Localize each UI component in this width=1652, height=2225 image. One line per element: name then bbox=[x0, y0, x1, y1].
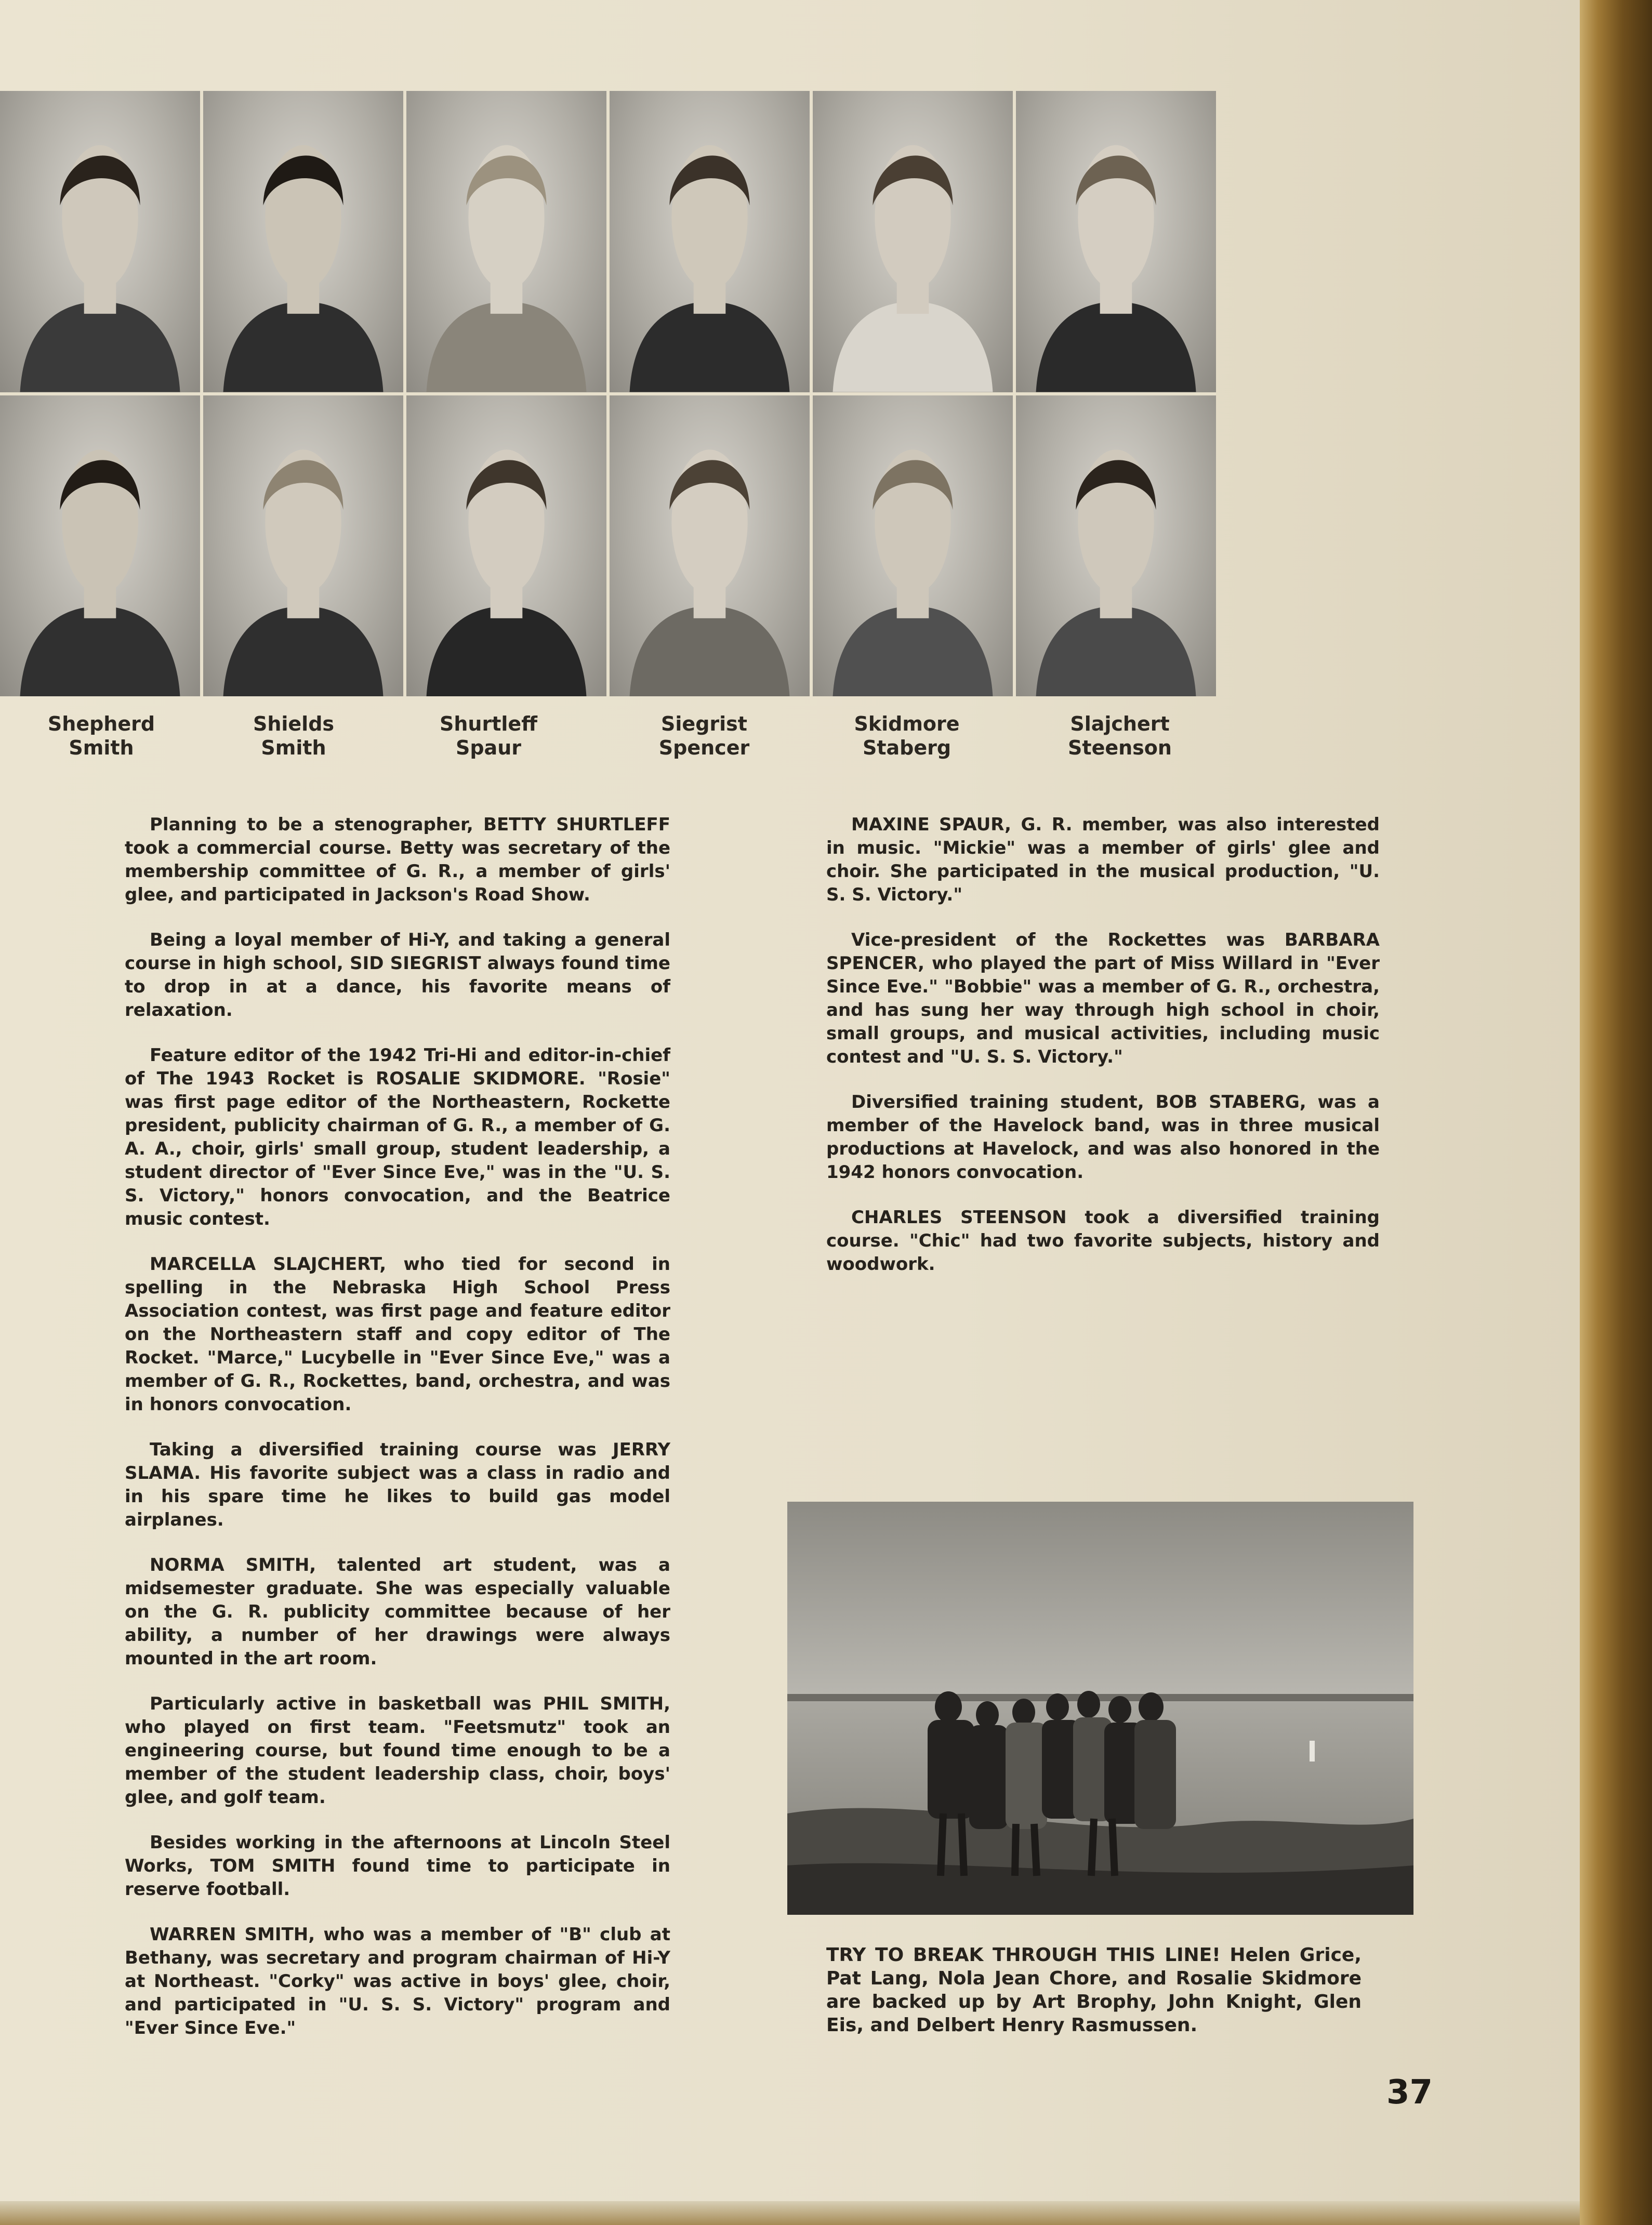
portrait-silhouette bbox=[1016, 395, 1216, 697]
name-top: Shepherd bbox=[47, 712, 155, 735]
name-bottom: Smith bbox=[69, 736, 134, 759]
name-bottom: Spaur bbox=[455, 736, 521, 759]
portrait-silhouette bbox=[0, 91, 200, 392]
sky bbox=[787, 1502, 1413, 1699]
bio-phil-smith: Particularly active in basketball was PHIL SMITH, who played on first team. "Feetsmutz" took an engineering course, but found time enough to be a member of the student leadership class, choir, boys' glee, and golf team. bbox=[125, 1693, 670, 1808]
portrait-silhouette bbox=[203, 91, 403, 392]
bio-spaur: MAXINE SPAUR, G. R. member, was also interested in music. "Mickie" was a member of girls' glee and choir. She participated in the musical production, "U. S. S. Victory." bbox=[826, 814, 1380, 905]
group-photo-caption: TRY TO BREAK THROUGH THIS LINE! Helen Grice, Pat Lang, Nola Jean Chore, and Rosalie Skidmore are backed up by Art Brophy, John Knight, Glen Eis, and Delbert Henry Rasmussen. bbox=[826, 1944, 1362, 2036]
portrait-slajchert bbox=[1016, 91, 1216, 392]
portrait-siegrist bbox=[610, 91, 810, 392]
portrait-skidmore bbox=[813, 91, 1013, 392]
portrait-steenson bbox=[1016, 395, 1216, 697]
portrait-staberg bbox=[813, 395, 1013, 697]
bio-skidmore: Feature editor of the 1942 Tri-Hi and editor-in-chief of The 1943 Rocket is ROSALIE SKIDMORE. "Rosie" was first page editor of the Northeastern, Rockette president, publicity chairman of G. R., a member of G. A. A., choir, girls' small group, student leadership, a student director of "Ever Since Eve," was in the "U. S. S. Victory," honors convocation, and the Beatrice music contest. bbox=[125, 1045, 670, 1229]
portrait-smith-2 bbox=[203, 395, 403, 697]
portrait-silhouette bbox=[203, 395, 403, 697]
name-pair-3 bbox=[387, 712, 590, 760]
name-pair-4 bbox=[603, 712, 805, 760]
name-pair-2 bbox=[192, 712, 395, 760]
name-top: Shields bbox=[253, 712, 335, 735]
name-top: Skidmore bbox=[854, 712, 960, 735]
name-captions bbox=[0, 712, 1216, 769]
portrait-silhouette bbox=[1016, 91, 1216, 392]
portrait-shurtleff bbox=[406, 91, 606, 392]
book-binding-edge bbox=[1580, 0, 1652, 2225]
bio-spencer: Vice-president of the Rockettes was BARBARA SPENCER, who played the part of Miss Willard in "Ever Since Eve." "Bobbie" was a member of G. R., orchestra, and has sung her way through high school in choir, small groups, and musical activities, including music contest and "U. S. S. Victory." bbox=[826, 930, 1380, 1067]
group-photo bbox=[787, 1502, 1413, 1915]
distant-figure bbox=[1310, 1741, 1315, 1762]
portrait-spaur bbox=[406, 395, 606, 697]
left-text-column bbox=[125, 813, 670, 2062]
portrait-spencer bbox=[610, 395, 810, 697]
name-top: Slajchert bbox=[1070, 712, 1170, 735]
portrait-smith-1 bbox=[0, 395, 200, 697]
name-top: Shurtleff bbox=[440, 712, 537, 735]
bio-siegrist: Being a loyal member of Hi-Y, and taking a general course in high school, SID SIEGRIST always found time to drop in at a dance, his favorite means of relaxation. bbox=[125, 930, 670, 1021]
name-bottom: Staberg bbox=[862, 736, 951, 759]
page-number: 37 bbox=[1386, 2073, 1433, 2112]
name-bottom: Steenson bbox=[1068, 736, 1172, 759]
portrait-grid bbox=[0, 91, 1216, 696]
name-top: Siegrist bbox=[661, 712, 747, 735]
portrait-silhouette bbox=[610, 91, 810, 392]
portrait-silhouette bbox=[406, 395, 606, 697]
bio-shurtleff: Planning to be a stenographer, BETTY SHURTLEFF took a commercial course. Betty was secretary of the membership committee of G. R., a member of girls' glee, and participated in Jackson's Road Show. bbox=[125, 814, 670, 905]
bio-staberg: Diversified training student, BOB STABERG, was a member of the Havelock band, was in three musical productions at Havelock, and was also honored in the 1942 honors convocation. bbox=[826, 1092, 1380, 1183]
name-pair-1 bbox=[0, 712, 203, 760]
bio-norma-smith: NORMA SMITH, talented art student, was a midsemester graduate. She was especially valuable on the G. R. publicity committee because of her ability, a number of her drawings were always mounted in the art room. bbox=[125, 1555, 670, 1669]
portrait-silhouette bbox=[0, 395, 200, 697]
right-text-column bbox=[826, 813, 1380, 1298]
portrait-shepherd bbox=[0, 91, 200, 392]
name-bottom: Smith bbox=[261, 736, 326, 759]
portrait-silhouette bbox=[813, 395, 1013, 697]
page-bottom-edge bbox=[0, 2201, 1580, 2225]
portrait-silhouette bbox=[813, 91, 1013, 392]
bio-steenson: CHARLES STEENSON took a diversified training course. "Chic" had two favorite subjects, history and woodwork. bbox=[826, 1207, 1380, 1275]
foreground-ground bbox=[787, 1863, 1413, 1915]
horizon-line bbox=[787, 1694, 1413, 1701]
bio-slama: Taking a diversified training course was JERRY SLAMA. His favorite subject was a class in radio and in his spare time he likes to build gas model airplanes. bbox=[125, 1439, 670, 1530]
bio-warren-smith: WARREN SMITH, who was a member of "B" club at Bethany, was secretary and program chairman of Hi-Y at Northeast. "Corky" was active in boys' glee, choir, and participated in "U. S. S. Victory" program and "Ever Since Eve." bbox=[125, 1924, 670, 2038]
portrait-silhouette bbox=[406, 91, 606, 392]
bio-slajchert: MARCELLA SLAJCHERT, who tied for second in spelling in the Nebraska High School Press Association contest, was first page and feature editor on the Northeastern staff and copy editor of The Rocket. "Marce," Lucybelle in "Ever Since Eve," was a member of G. R., Rockettes, band, orchestra, and was in honors convocation. bbox=[125, 1254, 670, 1415]
bio-tom-smith: Besides working in the afternoons at Lincoln Steel Works, TOM SMITH found time to participate in reserve football. bbox=[125, 1832, 670, 1900]
name-bottom: Spencer bbox=[658, 736, 750, 759]
group-photo-illustration bbox=[787, 1502, 1413, 1915]
portrait-shields bbox=[203, 91, 403, 392]
name-pair-5 bbox=[805, 712, 1008, 760]
name-pair-6 bbox=[1019, 712, 1221, 760]
portrait-silhouette bbox=[610, 395, 810, 697]
